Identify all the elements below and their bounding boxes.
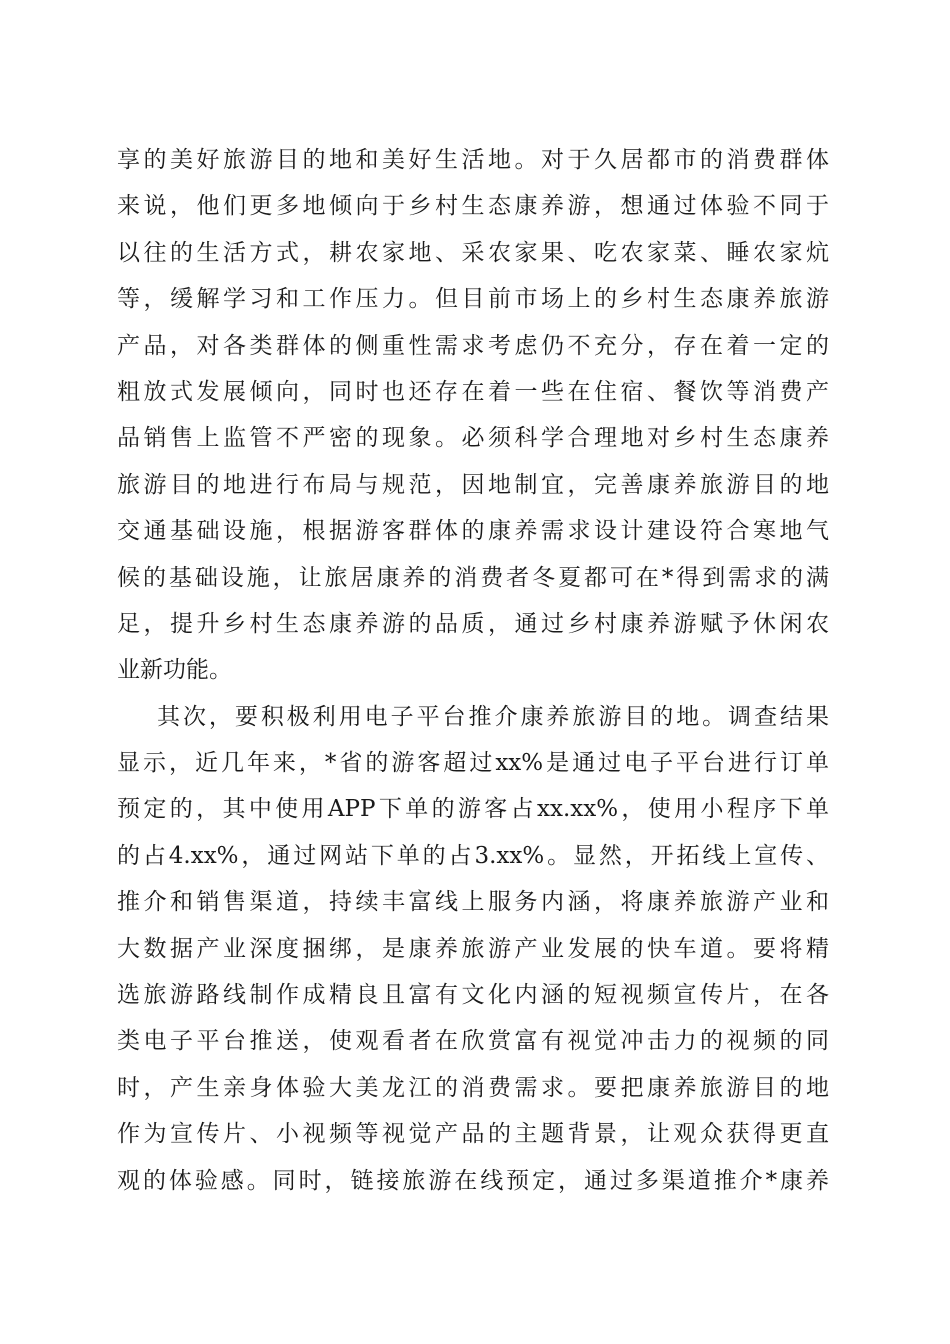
text-line: 产品，对各类群体的侧重性需求考虑仍不充分，存在着一定的 [117, 332, 829, 359]
text-line: 的占4.xx%，通过网站下单的占3.xx%。显然，开拓线上宣传、 [117, 842, 829, 869]
text-line: 交通基础设施，根据游客群体的康养需求设计建设符合寒地气 [117, 518, 829, 545]
text-line: 享的美好旅游目的地和美好生活地。对于久居都市的消费群体 [117, 147, 829, 173]
text-line: 类电子平台推送，使观看者在欣赏富有视觉冲击力的视频的同 [117, 1028, 829, 1055]
text-line: 候的基础设施，让旅居康养的消费者冬夏都可在*得到需求的满 [117, 564, 829, 591]
text-line: 足，提升乡村生态康养游的品质，通过乡村康养游赋予休闲农 [117, 610, 829, 637]
text-line: 观的体验感。同时，链接旅游在线预定，通过多渠道推介*康养 [117, 1167, 829, 1194]
paragraph-2 [117, 694, 829, 1204]
text-line: 等，缓解学习和工作压力。但目前市场上的乡村生态康养旅游 [117, 286, 829, 313]
text-line: 预定的，其中使用APP下单的游客占xx.xx%，使用小程序下单 [117, 796, 829, 823]
text-line: 推介和销售渠道，持续丰富线上服务内涵，将康养旅游产业和 [117, 889, 829, 916]
text-line: 其次，要积极利用电子平台推介康养旅游目的地。调查结果 [157, 703, 829, 730]
text-line: 旅游目的地进行布局与规范，因地制宜，完善康养旅游目的地 [117, 471, 829, 498]
paragraph-1 [117, 137, 829, 694]
text-line: 显示，近几年来，*省的游客超过xx%是通过电子平台进行订单 [117, 750, 829, 777]
text-line: 业新功能。 [117, 657, 232, 684]
text-line: 作为宣传片、小视频等视觉产品的主题背景，让观众获得更直 [117, 1121, 829, 1148]
text-line: 选旅游路线制作成精良且富有文化内涵的短视频宣传片，在各 [117, 982, 829, 1009]
text-line: 以往的生活方式，耕农家地、采农家果、吃农家菜、睡农家炕 [117, 239, 829, 266]
document-body [117, 137, 829, 1204]
text-line: 大数据产业深度捆绑，是康养旅游产业发展的快车道。要将精 [117, 935, 829, 962]
text-line: 粗放式发展倾向，同时也还存在着一些在住宿、餐饮等消费产 [117, 378, 829, 405]
text-line: 品销售上监管不严密的现象。必须科学合理地对乡村生态康养 [117, 425, 829, 452]
text-line: 时，产生亲身体验大美龙江的消费需求。要把康养旅游目的地 [117, 1074, 829, 1101]
text-line: 来说，他们更多地倾向于乡村生态康养游，想通过体验不同于 [117, 193, 829, 220]
